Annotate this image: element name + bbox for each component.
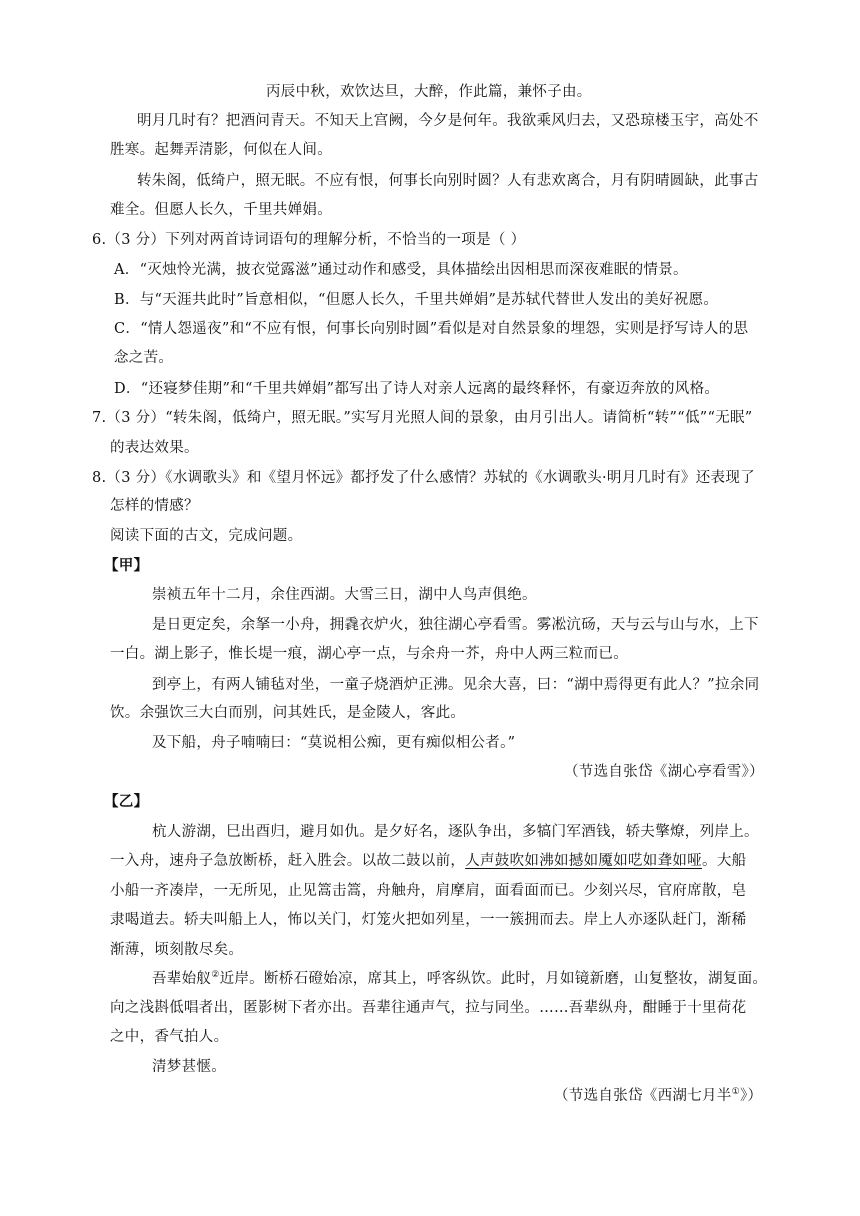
question-6-option-d: D．“还寝梦佳期”和“千里共婵娟”都写出了诗人对亲人远离的最终释怀，有豪迈奔放的风格。 — [114, 381, 720, 397]
poem-stanza1-line1: 明月几时有？把酒问青天。不知天上宫阙，今夕是何年。我欲乘风归去，又恐琼楼玉宇，高处不 — [137, 113, 759, 129]
question-8-line2: 怎样的情感？ — [110, 498, 199, 514]
yi-source-pre: （节选自张岱《西湖七月半 — [554, 1088, 732, 1104]
section-yi-label: 【乙】 — [104, 793, 149, 810]
question-6-stem: 6.（3 分）下列对两首诗词语句的理解分析，不恰当的一项是（ ） — [92, 232, 526, 248]
footnote-marker-1: ① — [731, 1087, 740, 1097]
jia-paragraph-3-line1: 到亭上，有两人铺毡对坐，一童子烧酒炉正沸。见余大喜，曰：“湖中焉得更有此人？”拉余同 — [152, 677, 760, 693]
footnote-marker-2: ② — [211, 970, 220, 980]
poem-stanza2-line1: 转朱阁，低绮户，照无眠。不应有恨，何事长向别时圆？人有悲欢离合，月有阴晴圆缺，此事古 — [137, 173, 759, 189]
question-6-option-b: B．与“天涯共此时”旨意相似，“但愿人长久，千里共婵娟”是苏轼代替世人发出的美好祝愿。 — [114, 292, 719, 308]
reading-instruction: 阅读下面的古文，完成问题。 — [110, 528, 303, 544]
yi-paragraph-1-line2 — [110, 851, 746, 871]
yi-source-post: 》） — [739, 1088, 763, 1104]
question-6-option-c-line2: 念之苦。 — [114, 350, 174, 366]
yi-paragraph-1-line5: 渐薄，顷刻散尽矣。 — [110, 942, 244, 958]
yi-paragraph-2-line3: 之中，香气拍人。 — [110, 1029, 229, 1045]
yi-source — [554, 1086, 762, 1106]
jia-source: （节选自张岱《湖心亭看雪》） — [564, 764, 764, 780]
question-7-line1: 7.（3 分）“转朱阁，低绮户，照无眠。”实写月光照人间的景象，由月引出人。请简析“转”“低”“无眠” — [92, 410, 753, 426]
poem-preface: 丙辰中秋，欢饮达旦，大醉，作此篇，兼怀子由。 — [266, 84, 592, 100]
yi-p2-l1-pre: 吾辈始舣 — [152, 971, 212, 987]
question-7-line2: 的表达效果。 — [110, 440, 199, 456]
underlined-phrase: 人声鼓吹如沸如撼如魇如呓如聋如哑 — [465, 853, 703, 869]
jia-paragraph-2-line2: 一白。湖上影子，惟长堤一痕，湖心亭一点，与余舟一芥，舟中人两三粒而已。 — [110, 646, 628, 662]
yi-paragraph-1-line1: 杭人游湖，巳出酉归，避月如仇。是夕好名，逐队争出，多犒门军酒钱，轿夫擎燎，列岸上。 — [152, 824, 759, 840]
yi-paragraph-2-line2: 向之浅斟低唱者出，匿影树下者亦出。吾辈往通声气，拉与同坐。……吾辈纵舟，酣睡于十里荷花 — [110, 1000, 747, 1016]
yi-paragraph-3: 清梦甚惬。 — [152, 1059, 226, 1075]
question-6-option-c-line1: C．“情人怨遥夜”和“不应有恨，何事长向别时圆”看似是对自然景象的埋怨，实则是抒写诗人的思 — [114, 321, 749, 337]
jia-paragraph-2-line1: 是日更定矣，余拏一小舟，拥毳衣炉火，独往湖心亭看雪。雾凇沆砀，天与云与山与水，上下 — [152, 617, 759, 633]
question-6-option-a: A．“灭烛怜光满，披衣觉露滋”通过动作和感受，具体描绘出因相思而深夜难眠的情景。 — [114, 262, 688, 278]
yi-p1-l2-pre: 一入舟，速舟子急放断桥，赶入胜会。以故二鼓以前， — [110, 853, 466, 869]
jia-paragraph-3-line2: 饮。余强饮三大白而别，问其姓氏，是金陵人，客此。 — [110, 705, 466, 721]
jia-paragraph-1: 崇祯五年十二月，余住西湖。大雪三日，湖中人鸟声俱绝。 — [152, 587, 537, 603]
yi-paragraph-1-line3: 小船一齐凑岸，一无所见，止见篙击篙，舟触舟，肩摩肩，面看面而已。少刻兴尽，官府席散，皂 — [110, 883, 747, 899]
poem-stanza2-line2: 难全。但愿人长久，千里共婵娟。 — [110, 202, 332, 218]
yi-p1-l2-post: 。大船 — [702, 853, 747, 869]
yi-paragraph-2-line1 — [152, 969, 767, 989]
section-jia-label: 【甲】 — [104, 557, 149, 574]
poem-stanza1-line2: 胜寒。起舞弄清影，何似在人间。 — [110, 142, 332, 158]
question-8-line1: 8.（3 分）《水调歌头》和《望月怀远》都抒发了什么感情？苏轼的《水调歌头·明月几时有》还表现了 — [92, 470, 755, 486]
yi-p2-l1-post: 近岸。断桥石磴始凉，席其上，呼客纵饮。此时，月如镜新磨，山复整妆，湖复面。 — [219, 971, 768, 987]
jia-paragraph-4: 及下船，舟子喃喃曰：“莫说相公痴，更有痴似相公者。” — [152, 735, 516, 751]
yi-paragraph-1-line4: 隶喝道去。轿夫叫船上人，怖以关门，灯笼火把如列星，一一簇拥而去。岸上人亦逐队赶门，渐稀 — [110, 912, 747, 928]
